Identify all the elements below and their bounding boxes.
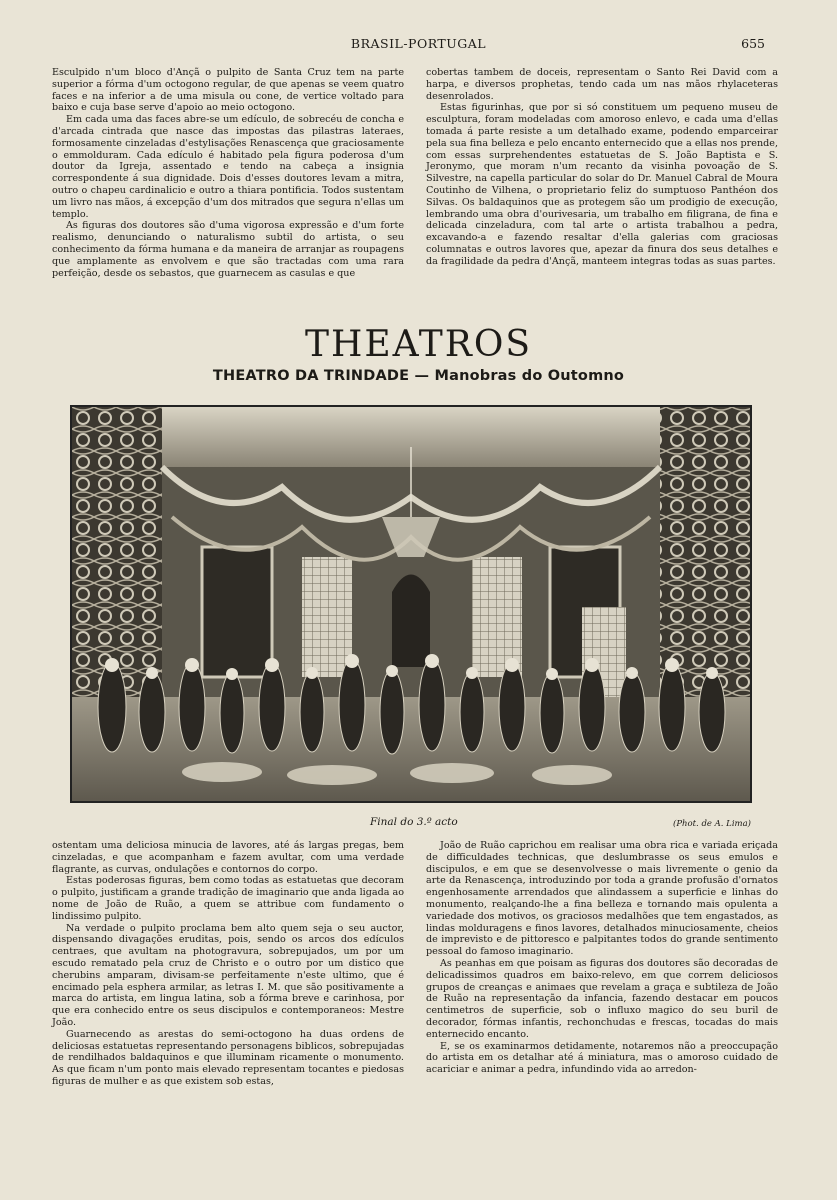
paragraph: As figuras dos doutores são d'uma vigorosa expressão e d'um forte realismo, denunciando o naturalismo subtil do artista, o seu conhecimento da fórma humana e da maneira de arranjar as roupagens que amplamente as envolvem e que são tractadas com uma rara perfeição, desde os sebastos, que guarnecem as casulas e que — [52, 220, 404, 279]
paragraph: As peanhas em que poisam as figuras dos doutores são decoradas de delicadissimos quadros em baixo-relevo, em que correm deliciosos grupos de creanças e animaes que revelam a graça e subtileza de João de Ruão na representação da infancia, fazendo destacar em poucos centimetros de superficie, sob o influxo magico do seu buril de decorador, fórmas infantis, rechonchudas e frescas, tocadas do mais enternecido encanto. — [426, 957, 778, 1040]
running-title: BRASIL-PORTUGAL — [350, 36, 487, 51]
article-subtitle: THEATRO DA TRINDADE — Manobras do Outomno — [212, 368, 625, 384]
top-left-column — [52, 67, 404, 279]
photo-caption: Final do 3.º acto — [370, 816, 458, 828]
photo-credit: (Phot. de A. Lima) — [673, 819, 751, 829]
paragraph: Estas poderosas figuras, bem como todas as estatuetas que decoram o pulpito, justificam a grande tradição de imaginario que anda ligada ao nome de João de Ruão, a quem se attribue com fundamento o lindissimo pulpito. — [52, 875, 404, 922]
paragraph: ostentam uma deliciosa minucia de lavores, até ás largas pregas, bem cinzeladas, e que acompanham e fazem avultar, com uma verdade flagrante, as curvas, ondulações e contornos do corpo. — [52, 840, 404, 875]
paragraph: Em cada uma das faces abre-se um edículo, de sobrecéu de concha e d'arcada cintrada que nasce das impostas das pilastras lateraes, formosamente cinzeladas d'estylisações Renascença que graciosamente o emmolduram. Cada edículo é habitado pela figura poderosa d'um doutor da Igreja, assentado e tendo na cabeça a insignia correspondente á sua dignidade. Dois d'esses doutores levam a mitra, outro o chapeu cardinalicio e outro a thiara pontificia. Todos sustentam um livro nas mãos, á excepção d'um dos mitrados que segura n'ellas um templo. — [52, 114, 404, 220]
stage-scene-image — [72, 407, 750, 801]
bottom-left-column — [52, 840, 404, 1088]
top-right-column — [426, 67, 778, 268]
section-title: THEATROS — [304, 324, 532, 365]
bottom-right-column — [426, 840, 778, 1076]
paragraph: Na verdade o pulpito proclama bem alto quem seja o seu auctor, dispensando divagações eruditas, pois, sendo os arcos dos edículos centraes, que avultam na photogravura, sobrepujados, um por um escudo rematado pela cruz de Christo e o outro por um distico que cherubins amparam, divisam-se perfeitamente n'este ultimo, que é encimado pela esphera armilar, as letras I. M. que são positivamente a marca do artista, em lingua latina, sob a fórma breve e carinhosa, por que era conhecido entre os seus discipulos e contemporaneos: Mestre João. — [52, 922, 404, 1028]
paragraph: Esculpido n'um bloco d'Ançã o pulpito de Santa Cruz tem na parte superior a fórma d'um octogono regular, de que apenas se veem quatro faces e na inferior a de uma misula ou cone, de vertice voltado para baixo e cuja base serve d'apoio ao meio octogono. — [52, 67, 404, 114]
paragraph: cobertas tambem de doceis, representam o Santo Rei David com a harpa, e diversos prophetas, tendo cada um nas mãos rhylaceteras desenrolados. — [426, 67, 778, 102]
paragraph: E, se os examinarmos detidamente, notaremos não a preoccupação do artista em os detalhar até á miniatura, mas o amoroso cuidado de acariciar e animar a pedra, infundindo vida ao arredon- — [426, 1040, 778, 1076]
theatre-photograph — [70, 405, 752, 803]
paragraph: Estas figurinhas, que por si só constituem um pequeno museu de esculptura, foram modeladas com amoroso enlevo, e cada uma d'ellas tomada á parte resiste a um detalhado exame, podendo emparceirar pela sua fina belleza e pelo encanto enternecido que a ellas nos prende, com essas surprehendentes estatuetas de S. João Baptista e S. Jeronymo, que moram n'um recanto da visinha povoação de S. Silvestre, na capella particular do solar do Dr. Manuel Cabral de Moura Coutinho de Vilhena, o proprietario feliz do sumptuoso Panthéon dos Silvas. Os baldaquinos que as protegem são um prodigio de execução, lembrando uma obra d'ourivesaria, um trabalho em filigrana, de fina e delicada cinzeladura, com tal arte o artista trabalhou a pedra, excavando-a e fazendo resaltar d'ella galerias com graciosas columnatas e outros lavores que, apezar da finura dos seus detalhes e da fragilidade da pedra d'Ançã, manteem integras todas as suas partes. — [426, 102, 778, 267]
paragraph: Guarnecendo as arestas do semi-octogono ha duas ordens de deliciosas estatuetas representando personagens biblicos, sobrepujadas de rendilhados baldaquinos e que illuminam ricamente o monumento. As que ficam n'um ponto mais elevado representam tocantes e piedosas figuras de mulher e as que existem sob estas, — [52, 1028, 404, 1087]
paragraph: João de Ruão caprichou em realisar uma obra rica e variada eriçada de difficuldades technicas, que deslumbrasse os seus emulos e discipulos, e em que se desenvolvesse o mais livremente o genio da arte da Renascença, introduzindo por toda a grande profusão d'ornatos engenhosamente arrendados que alindassem a superficie e linhas do monumento, realçando-lhe a fina belleza e tornando mais opulenta a variedade dos motivos, os graciosos medalhões que tem engastados, as lindas molduragens e finos lavores, detalhados minuciosamente, cheios de imprevisto e de pittoresco e palpitantes todos do grande sentimento pessoal do famoso imaginario. — [426, 840, 778, 958]
page-number: 655 — [741, 36, 765, 51]
